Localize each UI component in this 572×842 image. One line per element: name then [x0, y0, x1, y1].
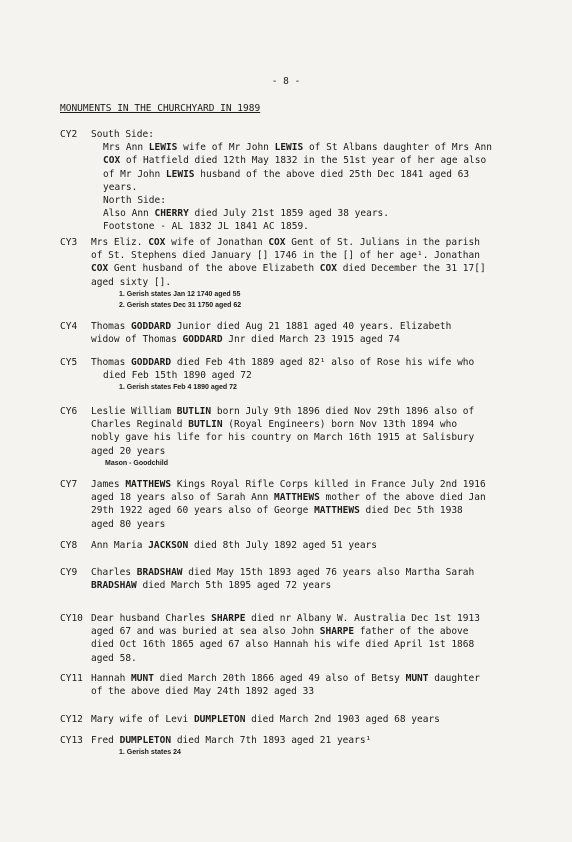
entry-cy12	[60, 713, 540, 726]
text-run: Thomas	[91, 357, 132, 368]
text-run: died July 21st 1859 aged 38 years.	[188, 208, 389, 220]
entry-id: CY7	[60, 479, 78, 490]
text-run: of St. Stephens died January [] 1746 in the [] of her age¹. Jonathan	[91, 250, 480, 262]
surname: MUNT	[131, 673, 154, 684]
entry-cy4	[60, 320, 540, 346]
surname: SHARPE	[211, 613, 246, 624]
entry-id: CY6	[60, 406, 78, 417]
surname: GODDARD	[182, 334, 223, 346]
entry-line	[91, 652, 540, 665]
text-run: 29th 1922 aged 60 years also of George	[91, 505, 315, 517]
surname: DUMPLETON	[193, 714, 246, 725]
text-run: died December the 31 17[]	[336, 263, 486, 275]
entry-cy3	[60, 236, 540, 311]
entry-id: CY3	[60, 237, 78, 248]
text-run: died May 15th 1893 aged 76 years also Martha Sarah	[182, 567, 475, 578]
entry-line	[91, 625, 540, 638]
text-run: aged 58.	[91, 652, 137, 664]
entry-cy10	[60, 612, 540, 665]
text-run: Dear husband Charles	[91, 613, 212, 624]
entry-id: CY2	[60, 129, 78, 140]
surname: LEWIS	[165, 168, 195, 180]
text-run: Charles Reginald	[91, 419, 189, 431]
entry-text	[91, 672, 540, 698]
text-run: aged 18 years also of Sarah Ann	[91, 492, 275, 504]
surname: MATTHEWS	[125, 479, 172, 490]
entry-text	[91, 713, 540, 726]
entry-line	[91, 320, 540, 333]
entry-cy2	[60, 128, 540, 234]
entry-id: CY11	[60, 673, 83, 684]
entry-id: CY12	[60, 714, 83, 725]
entry-line	[91, 220, 540, 233]
text-run: aged 67 and was buried at sea also John	[91, 626, 320, 638]
text-run: Gent of St. Julians in the parish	[285, 237, 480, 248]
entry-line	[91, 672, 540, 685]
entry-id: CY13	[60, 735, 83, 746]
entry-line	[91, 249, 540, 262]
entry-line	[91, 612, 540, 625]
footnote: 1. Gerish states Jan 12 1740 aged 55	[119, 290, 241, 298]
surname: LEWIS	[148, 142, 178, 154]
surname: DUMPLETON	[119, 735, 172, 746]
entry-line	[91, 369, 540, 382]
text-run: aged 80 years	[91, 518, 166, 530]
surname: COX	[91, 263, 109, 275]
surname: BUTLIN	[176, 406, 212, 417]
footnote: 1. Gerish states Feb 4 1890 aged 72	[119, 384, 237, 392]
entry-text	[91, 612, 540, 665]
text-run: born July 9th 1896 died Nov 29th 1896 also of	[211, 406, 475, 417]
text-run: Kings Royal Rifle Corps killed in France July 2nd 1916	[171, 479, 486, 490]
footnote: 2. Gerish states Dec 31 1750 aged 62	[119, 301, 242, 309]
entry-line	[91, 638, 540, 651]
text-run: Mrs Ann	[103, 142, 149, 154]
mason-note: Mason - Goodchild	[105, 459, 168, 467]
text-run: (Royal Engineers) born Nov 13th 1894 who	[222, 419, 458, 431]
text-run: South Side:	[91, 129, 154, 140]
text-run: nobly gave his life for his country on March 16th 1915 at Salisbury	[91, 432, 475, 444]
text-run: Footstone - AL 1832 JL 1841 AC 1859.	[103, 221, 309, 233]
surname: GODDARD	[131, 357, 172, 368]
entry-text	[91, 128, 540, 234]
surname: JACKSON	[148, 540, 189, 551]
entry-line	[91, 181, 540, 194]
surname: COX	[103, 155, 121, 167]
entry-id: CY5	[60, 357, 78, 368]
text-run: North Side:	[103, 195, 166, 207]
entry-text	[91, 539, 540, 552]
entry-line	[91, 713, 540, 726]
entry-line	[91, 491, 540, 504]
text-run: Junior died Aug 21 1881 aged 40 years. Elizabeth	[171, 321, 452, 332]
entry-id: CY4	[60, 321, 78, 332]
text-run: Jnr died March 23 1915 aged 74	[222, 334, 400, 346]
entry-line	[91, 418, 540, 431]
text-run: Leslie William	[91, 406, 177, 417]
text-run: Charles	[91, 567, 137, 578]
entry-id: CY9	[60, 567, 78, 578]
entry-line	[91, 734, 540, 747]
text-run: mother of the above died Jan	[319, 492, 486, 504]
surname: CHERRY	[154, 208, 189, 220]
text-run: died Dec 5th 1938	[359, 505, 463, 517]
text-run: of St Albans daughter of Mrs Ann	[303, 142, 492, 154]
surname: GODDARD	[131, 321, 172, 332]
text-run: widow of Thomas	[91, 334, 183, 346]
text-run: Mary wife of Levi	[91, 714, 194, 725]
entry-cy7	[60, 478, 540, 531]
text-run: aged 20 years	[91, 445, 166, 457]
entry-line	[91, 685, 540, 698]
surname: MATTHEWS	[314, 505, 360, 517]
text-run: died March 20th 1866 aged 49 also of Betsy	[153, 673, 406, 684]
entry-text	[91, 320, 540, 346]
entry-line	[91, 431, 540, 444]
entry-line	[91, 579, 540, 592]
text-run: wife of Mr John	[177, 142, 275, 154]
entry-line	[91, 236, 540, 249]
text-run: died nr Albany W. Australia Dec 1st 1913	[245, 613, 480, 624]
entry-line	[91, 356, 540, 369]
text-run: James	[91, 479, 126, 490]
text-run: died Feb 4th 1889 aged 82¹ also of Rose his wife who	[171, 357, 475, 368]
text-run: died Feb 15th 1890 aged 72	[103, 370, 252, 382]
text-run: of the above died May 24th 1892 aged 33	[91, 686, 315, 698]
entry-line	[91, 518, 540, 531]
text-run: of Hatfield died 12th May 1832 in the 51st year of her age also	[120, 155, 487, 167]
text-run: Fred	[91, 735, 120, 746]
surname: MATTHEWS	[274, 492, 320, 504]
text-run: Thomas	[91, 321, 132, 332]
entry-cy13	[60, 734, 540, 758]
entry-line	[91, 478, 540, 491]
text-run: Mrs Eliz.	[91, 237, 149, 248]
text-run: father of the above	[354, 626, 469, 638]
entry-id: CY10	[60, 613, 83, 624]
entry-cy5	[60, 356, 540, 393]
text-run: husband of the above died 25th Dec 1841 aged 63	[194, 168, 470, 180]
entry-cy6	[60, 405, 540, 469]
entry-line	[91, 207, 540, 220]
entry-line	[91, 276, 540, 289]
entry-cy11	[60, 672, 540, 698]
entry-text	[91, 478, 540, 531]
text-run: died March 2nd 1903 aged 68 years	[245, 714, 440, 725]
entry-id: CY8	[60, 540, 78, 551]
text-run: Gent husband of the above Elizabeth	[108, 263, 320, 275]
section-heading: MONUMENTS IN THE CHURCHYARD IN 1989	[60, 103, 261, 114]
text-run: wife of Jonathan	[165, 237, 269, 248]
text-run: died Oct 16th 1865 aged 67 also Hannah his wife died April 1st 1868	[91, 639, 475, 651]
entry-line	[91, 141, 540, 154]
text-run: Ann Maria	[91, 540, 149, 551]
entry-text	[91, 566, 540, 592]
text-run: daughter	[428, 673, 480, 684]
surname: COX	[268, 237, 286, 248]
entry-line	[91, 168, 540, 181]
entry-text	[91, 734, 540, 758]
text-run: Also Ann	[103, 208, 155, 220]
text-run: died 8th July 1892 aged 51 years	[188, 540, 377, 551]
surname: COX	[319, 263, 337, 275]
entry-line	[91, 539, 540, 552]
entry-line	[91, 154, 540, 167]
entry-line	[91, 194, 540, 207]
text-run: aged sixty [].	[91, 276, 172, 288]
entry-line	[91, 333, 540, 346]
entry-text	[91, 405, 540, 469]
entry-text	[91, 356, 540, 393]
entry-line	[91, 566, 540, 579]
surname: SHARPE	[319, 626, 355, 638]
text-run: of Mr John	[103, 168, 166, 180]
footnote: 1. Gerish states 24	[119, 749, 181, 757]
entry-cy8	[60, 539, 540, 552]
text-run: died March 7th 1893 aged 21 years¹	[171, 735, 372, 746]
entry-cy9	[60, 566, 540, 592]
entry-line	[91, 445, 540, 458]
page-number: - 8 -	[271, 76, 301, 87]
surname: LEWIS	[274, 142, 304, 154]
entry-line	[91, 128, 540, 141]
text-run: died March 5th 1895 aged 72 years	[136, 580, 332, 592]
surname: BRADSHAW	[91, 580, 137, 592]
surname: COX	[148, 237, 166, 248]
text-run: years.	[103, 181, 138, 193]
entry-text	[91, 236, 540, 311]
text-run: Hannah	[91, 673, 132, 684]
surname: BUTLIN	[188, 419, 223, 431]
entry-line	[91, 405, 540, 418]
entry-line	[91, 504, 540, 517]
entry-line	[91, 262, 540, 275]
surname: BRADSHAW	[136, 567, 183, 578]
surname: MUNT	[405, 673, 429, 684]
